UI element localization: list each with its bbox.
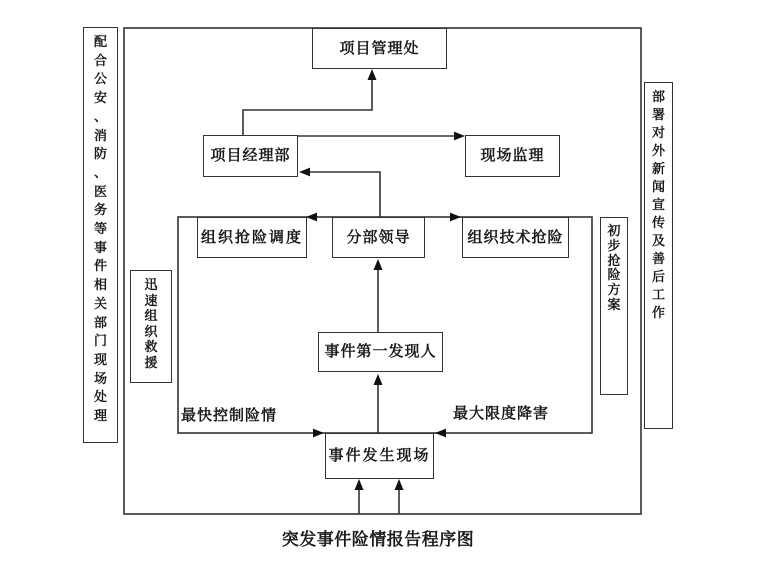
label-max-harm-reduction: 最大限度降害 [453,405,550,422]
arrow-pmd-to-supervision [298,132,465,141]
arrow-to-technical-rescue [450,213,461,222]
arrow-to-rescue-dispatch [306,213,317,222]
node-rescue-dispatch: 组织抢险调度 [197,217,307,258]
node-rapid-rescue: 迅速组织救援 [130,270,172,383]
node-project-management-office: 项目管理处 [312,28,447,69]
arrow-pmd-to-pmo [243,69,377,135]
node-event-site: 事件发生现场 [325,433,434,479]
diagram-caption: 突发事件险情报告程序图 [281,530,475,549]
arrow-bottom-right-to-site [395,479,404,514]
arrow-left-to-event-site [313,429,324,438]
node-project-manager-dept: 项目经理部 [203,135,298,177]
arrow-discoverer-to-leaders [374,259,383,332]
node-site-supervision: 现场监理 [465,135,560,177]
node-first-discoverer: 事件第一发现人 [318,332,443,372]
node-division-leaders: 分部领导 [332,217,425,258]
note-news-aftermath: 部署对外新闻宣传及善后工作 [644,82,673,429]
arrow-right-to-event-site [435,429,446,438]
arrow-bottom-left-to-site [355,479,364,514]
arrow-leaders-to-pmd [299,168,380,217]
arrow-site-to-discoverer [374,374,383,433]
node-technical-rescue: 组织技术抢险 [462,217,569,258]
node-preliminary-rescue-plan: 初步抢险方案 [600,217,628,395]
note-cooperate-authorities: 配合公安、消防、医务等事件相关部门现场处理 [83,27,118,443]
label-fastest-control: 最快控制险情 [181,407,278,424]
